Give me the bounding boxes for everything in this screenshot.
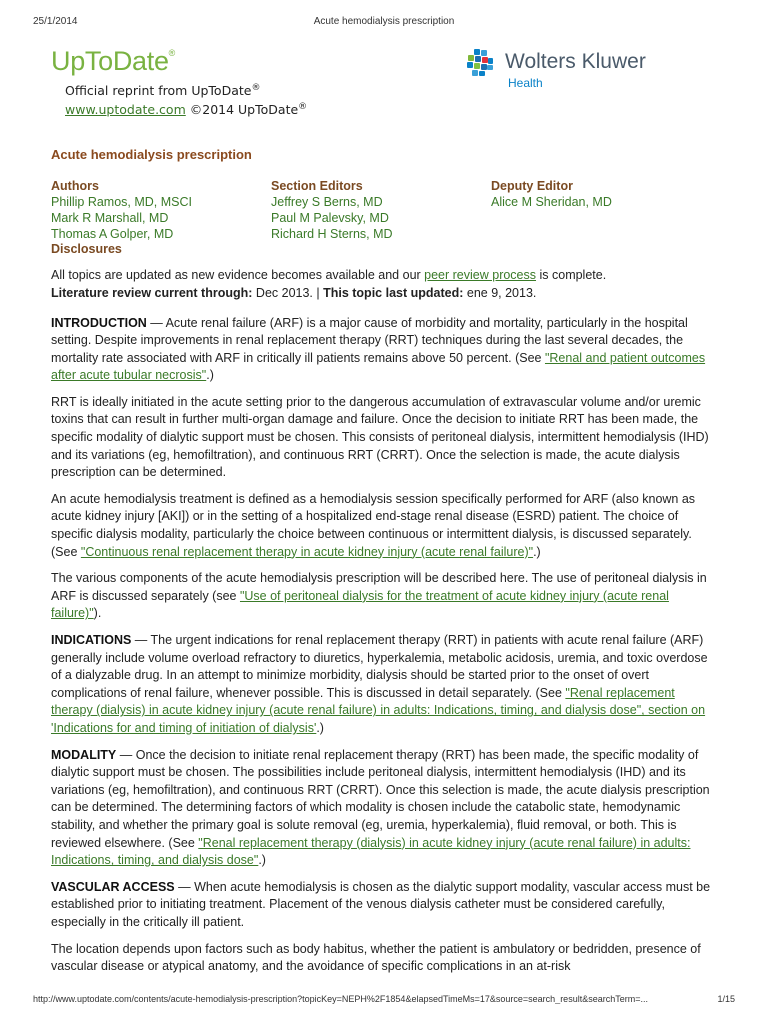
indications-heading: INDICATIONS [51,633,132,647]
wolters-kluwer-logo[interactable] [465,46,715,90]
review-text: All topics are updated as new evidence becomes available and our [51,268,425,283]
topic-link[interactable]: "Use of peritoneal dialysis for the treatment of acute kidney injury (acute renal failure)" [51,588,669,621]
uptodate-link[interactable]: www.uptodate.com [65,102,186,118]
logo-row [51,44,711,98]
section-editors-heading: Section Editors [271,179,363,194]
deputy-editor-heading: Deputy Editor [491,179,573,194]
lit-review-value: Dec 2013. | [252,285,324,300]
editor-name[interactable]: Richard H Sterns, MD [271,227,393,242]
author-name[interactable]: Thomas A Golper, MD [51,227,174,242]
editor-name[interactable]: Paul M Palevsky, MD [271,211,389,226]
peer-review-link[interactable]: peer review process [424,268,537,283]
updated-label: This topic last updated: [323,285,464,300]
paragraph-text: .) [206,368,214,383]
vascular-access-paragraph [51,879,711,932]
topic-link[interactable]: "Renal replacement therapy (dialysis) in acute kidney injury (acute renal failure) in adults: Indications, timing, and dialysis dose" [51,835,691,868]
lit-review-label: Literature review current through: [51,285,253,300]
section-editors-column [271,178,393,242]
rrt-paragraph: RRT is ideally initiated in the acute setting prior to the dangerous accumulation of extravascular volume and/or uremic toxins that can result in further multi-organ damage and failure. Once the decision to initiate RRT has been made, the specific modality of dialytic support must be chosen. This consists of peritoneal dialysis, intermittent hemodialysis (IHD) and its variations (eg, hemofiltration), and continuous RRT (CRRT). Once the selection is made, the acute dialysis prescription can be determined. [51,394,709,480]
review-status [51,267,711,302]
paragraph-text: The various components of the acute hemodialysis prescription will be described here. The use of peritoneal dialysis in ARF is discussed separately (see [51,571,707,603]
authors-heading: Authors [51,179,99,194]
paragraph-text: — The urgent indications for renal replacement therapy (RRT) in patients with acute renal failure (ARF) generally include volume overload refractory to diuretics, hyperkalemia, metabolic acidosis, uremia, and toxic overdose of a dialyzable drug. In an attempt to minimize morbidity, dialysis should be started prior to the onset of overt complications of renal failure, whenever possible. This is discussed in detail separately. (See [51,633,708,700]
updated-value: ene 9, 2013. [463,285,537,300]
print-title: Acute hemodialysis prescription [313,16,455,27]
paragraph-text: .) [533,544,541,559]
paragraph-text: — When acute hemodialysis is chosen as the dialytic support modality, vascular access must be established prior to initiating treatment. Placement of the venous dialysis catheter must be considered carefully, especially in the critically ill patient. [51,879,711,929]
reprint-registered-mark: ® [251,83,261,93]
article [51,44,711,976]
wk-name: Wolters Kluwer [505,50,646,73]
topic-link[interactable]: "Renal replacement therapy (dialysis) in acute kidney injury (acute renal failure) in adults: Indications, timing, and dialysis dose", section on 'Indications for and timing of initiation of dialysis' [51,685,706,735]
topic-link[interactable]: "Renal and patient outcomes after acute tubular necrosis" [51,350,706,383]
reprint-line: Official reprint from UpToDate [65,83,252,99]
vascular-access-heading: VASCULAR ACCESS [51,879,175,894]
page-url: http://www.uptodate.com/contents/acute-hemodialysis-prescription?topicKey=NEPH%2F1854&elapsedTimeMs=17&source=search_result&searchTerm=... [33,994,648,1004]
paragraph-text: — Once the decision to initiate renal replacement therapy (RRT) has been made, the specific modality of dialytic support must be chosen. The possibilities include peritoneal dialysis, intermittent hemodialysis (IHD) and its variations (eg, hemofiltration), and continuous RRT (CRRT). Once this selection is made, the acute dialysis prescription can be determined. The determining factors of which modality is chosen include the catabolic state, hemodynamic stability, and whether the primary goal is solute removal (eg, uremia, hyperkalemia), fluid removal, or both. This is reviewed elsewhere. (See [51,747,710,850]
introduction-paragraph [51,315,711,385]
deputy-editor-column [491,178,612,210]
modality-paragraph [51,747,711,870]
editor-name[interactable]: Jeffrey S Berns, MD [271,195,383,210]
uptodate-logo[interactable] [51,46,175,77]
paragraph-text: .) [316,720,324,735]
copyright: ©2014 UpToDate [189,102,299,118]
definition-paragraph [51,491,711,561]
print-date: 25/1/2014 [33,16,78,27]
wk-health: Health [508,76,543,90]
copyright-registered-mark: ® [298,102,308,113]
topic-title: Acute hemodialysis prescription [51,147,252,163]
author-name[interactable]: Mark R Marshall, MD [51,211,169,226]
print-header [33,16,735,30]
authors-column [51,178,192,242]
review-text-end: is complete. [536,268,607,283]
topic-link[interactable]: "Continuous renal replacement therapy in acute kidney injury (acute renal failure)" [80,544,534,559]
uptodate-logo-text: UpToDate [51,46,169,76]
paragraph-text: An acute hemodialysis treatment is defined as a hemodialysis session specifically performed for ARF (also known as acute kidney injury [AKI]) or in the setting of a hospitalized end-stage renal disease (ESRD) patient. The choice of specific dialysis modality, particularly the choice between continuous or intermittent dialysis, is discussed separately. (See [51,491,696,559]
indications-paragraph [51,632,711,738]
wk-globe-icon [465,48,495,78]
page-number: 1/15 [717,994,735,1004]
contributors [51,178,711,242]
author-name[interactable]: Phillip Ramos, MD, MSCI [51,195,192,210]
modality-heading: MODALITY [51,747,117,762]
paragraph-text: .) [258,853,266,868]
components-paragraph [51,570,711,623]
uptodate-registered-mark: ® [168,48,176,58]
paragraph-text: — Acute renal failure (ARF) is a major cause of morbidity and mortality, particularly in the hospital setting. Despite improvements in renal replacement therapy (RRT) techniques during the last several decades, the mortality rate associated with ARF in critically ill patients remains above 50 percent. (See [51,315,688,365]
disclosures-link[interactable]: Disclosures [51,242,122,257]
introduction-heading: INTRODUCTION [51,315,147,330]
print-footer [33,994,735,1008]
location-paragraph: The location depends upon factors such as body habitus, whether the patient is ambulatory or bedridden, presence of vascular disease or atypical anatomy, and the avoidance of specific complications in an at-risk [51,941,701,974]
paragraph-text: ). [93,606,102,621]
deputy-editor-name[interactable]: Alice M Sheridan, MD [491,195,612,210]
